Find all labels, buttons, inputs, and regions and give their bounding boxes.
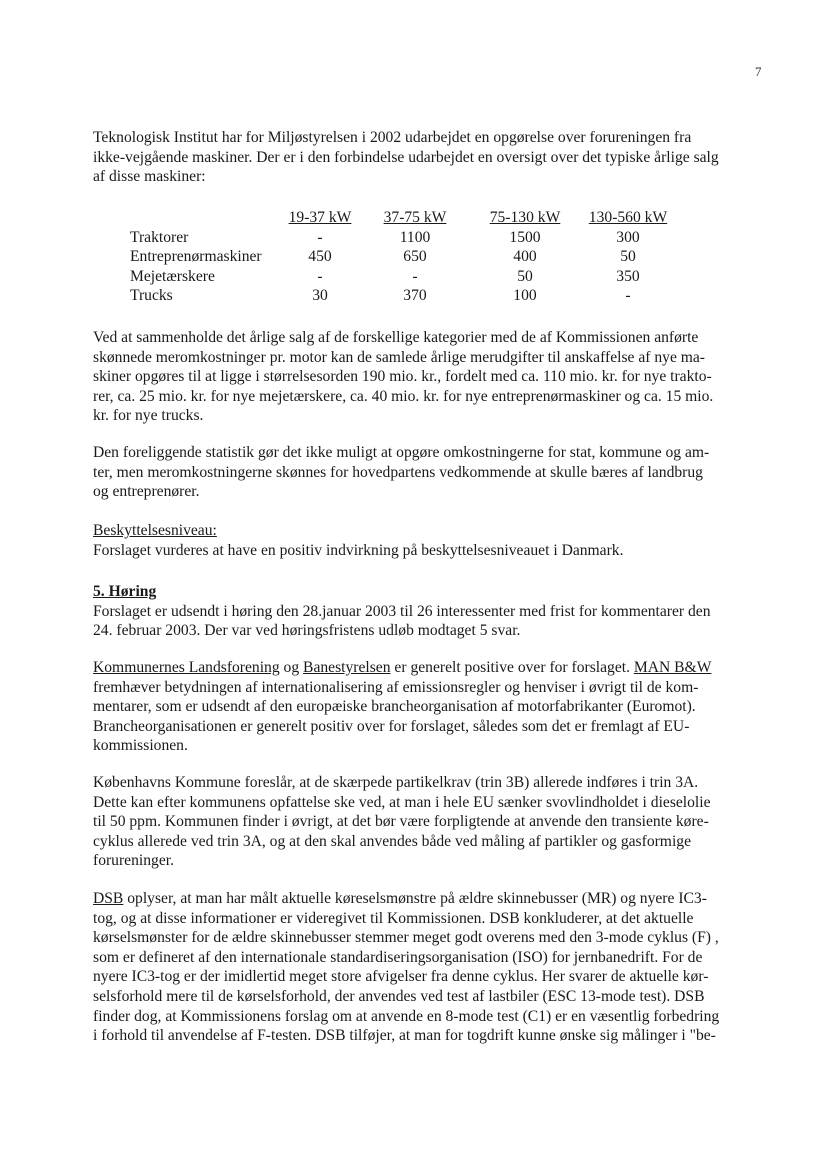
org-name: Banestyrelsen: [303, 659, 391, 676]
dsb-paragraph: [93, 889, 773, 1046]
text-line: kørselsmønster for de ældre skinnebusser stemmer meget godt overens med den 3-mode cyklus (F) ,: [93, 929, 719, 947]
text-line: Forslaget vurderes at have en positiv indvirkning på beskyttelsesniveauet i Danmark.: [93, 541, 624, 559]
text-line: Forslaget er udsendt i høring den 28.januar 2003 til 26 interessenter med frist for kommentarer den: [93, 602, 711, 620]
text-line: skiner opgøres til at ligge i størrelsesorden 190 mio. kr., fordelt med ca. 110 mio. kr. for nye trakto-: [93, 368, 712, 386]
copenhagen-paragraph: [93, 773, 773, 871]
column-header: 19-37 kW: [288, 209, 352, 226]
table-cell: 100: [513, 287, 537, 305]
text-fragment: og: [279, 659, 304, 676]
table-row: [130, 228, 676, 248]
text-line: finder dog, at Kommissionens forslag om at anvende en 8-mode test (C1) er en væsentlig forbedring: [93, 1007, 720, 1025]
text-line: cyklus allerede ved trin 3A, og at den skal anvendes både ved måling af partikler og gasformige: [93, 832, 691, 850]
text-line: i forhold til anvendelse af F-testen. DSB tilføjer, at man for togdrift kunne ønske sig målinger i "be-: [93, 1027, 716, 1045]
table-cell: 300: [616, 228, 640, 246]
text-line: ikke-vejgående maskiner. Der er i den forbindelse udarbejdet en oversigt over det typiske årlige salg: [93, 148, 719, 166]
text-line: [93, 889, 773, 909]
responses-paragraph: [93, 658, 773, 756]
table-header-row: [130, 208, 676, 228]
table-cell: 450: [308, 248, 332, 266]
hearing-heading: 5. Høring: [93, 583, 157, 600]
text-line: kommissionen.: [93, 737, 188, 755]
text-line: forureninger.: [93, 852, 174, 870]
table-corner: [130, 208, 280, 228]
text-fragment: er generelt positive over for forslaget.: [390, 659, 634, 676]
table-cell: -: [317, 267, 323, 285]
table-cell: 1100: [399, 228, 431, 246]
table-cell: 30: [312, 287, 328, 305]
text-line: som er defineret af den internationale standardiseringsorganisation (ISO) for jernbanedrift. For de: [93, 948, 703, 966]
text-line: og entreprenører.: [93, 483, 200, 501]
column-header: 37-75 kW: [383, 209, 447, 226]
page-number: 7: [755, 64, 762, 79]
row-label: Mejetærskere: [130, 267, 215, 285]
text-line: nyere IC3-tog er der imidlertid meget store afvigelser fra denne cyklus. Her svarer de aktuelle kør-: [93, 968, 709, 986]
text-line: fremhæver betydningen af internationalisering af emissionsregler og henviser i øvrigt til de kom-: [93, 678, 699, 696]
text-line: af disse maskiner:: [93, 168, 206, 186]
text-line: kr. for nye trucks.: [93, 407, 204, 425]
text-line: [93, 658, 773, 678]
text-line: til 50 ppm. Kommunen finder i øvrigt, at det bør være forpligtende at anvende den transiente køre-: [93, 813, 709, 831]
sales-table: [130, 208, 676, 306]
row-label: Traktorer: [130, 228, 189, 246]
text-line: mentarer, som er udsendt af den europæiske brancheorganisation af motorfabrikanter (Euromot).: [93, 698, 696, 716]
text-line: tog, og at disse informationer er videregivet til Kommissionen. DSB konkluderer, at det aktuelle: [93, 909, 694, 927]
text-line: Teknologisk Institut har for Miljøstyrelsen i 2002 udarbejdet en opgørelse over forureningen fra: [93, 129, 692, 146]
text-line: rer, ca. 25 mio. kr. for nye mejetærskere, ca. 40 mio. kr. for nye entreprenørmaskiner og ca. 15 mio.: [93, 387, 714, 405]
text-line: Brancheorganisationen er generelt positiv over for forslaget, således som det er fremlagt af EU-: [93, 717, 690, 735]
text-fragment: oplyser, at man har målt aktuelle køreselsmønstre på ældre skinnebusser (MR) og nyere IC3-: [123, 890, 707, 907]
org-name: MAN B&W: [633, 659, 712, 676]
table-cell: -: [625, 287, 631, 305]
row-label: Trucks: [130, 287, 173, 305]
table-cell: 370: [403, 287, 427, 305]
table-cell: 1500: [509, 228, 541, 246]
text-line: Dette kan efter kommunens opfattelse ske ved, at man i hele EU sænker svovlindholdet i dieselolie: [93, 793, 711, 811]
table-cell: -: [412, 267, 418, 285]
table-cell: 50: [517, 267, 533, 285]
table-row: [130, 286, 676, 306]
statistics-paragraph: [93, 443, 773, 502]
text-line: 24. februar 2003. Der var ved høringsfristens udløb modtaget 5 svar.: [93, 622, 521, 640]
table-cell: 50: [620, 248, 636, 266]
table-row: [130, 247, 676, 267]
hearing-section: [93, 582, 773, 641]
costs-paragraph: [93, 328, 773, 426]
text-line: Den foreliggende statistik gør det ikke muligt at opgøre omkostningerne for stat, kommune og am-: [93, 444, 710, 461]
org-name: DSB: [93, 890, 124, 907]
text-line: ter, men meromkostningerne skønnes for hovedpartens vedkommende at skulle bæres af landbrug: [93, 463, 703, 481]
intro-paragraph: [93, 128, 773, 187]
text-line: Ved at sammenholde det årlige salg af de forskellige kategorier med de af Kommissionen anførte: [93, 329, 699, 346]
row-label: Entreprenørmaskiner: [130, 248, 262, 266]
table-cell: -: [317, 228, 323, 246]
protection-heading: Beskyttelsesniveau:: [93, 522, 217, 539]
table-row: [130, 267, 676, 287]
text-line: Københavns Kommune foreslår, at de skærpede partikelkrav (trin 3B) allerede indføres i trin 3A.: [93, 774, 699, 791]
protection-section: [93, 521, 773, 560]
column-header: 75-130 kW: [489, 209, 561, 226]
org-name: Kommunernes Landsforening: [93, 659, 280, 676]
table-cell: 650: [403, 248, 427, 266]
table-cell: 350: [616, 267, 640, 285]
column-header: 130-560 kW: [588, 209, 668, 226]
text-line: skønnede meromkostninger pr. motor kan de samlede årlige merudgifter til anskaffelse af nye ma-: [93, 348, 706, 366]
text-line: selsforhold mere til de kørselsforhold, der anvendes ved test af lastbiler (ESC 13-mode test). DSB: [93, 987, 705, 1005]
table-cell: 400: [513, 248, 537, 266]
